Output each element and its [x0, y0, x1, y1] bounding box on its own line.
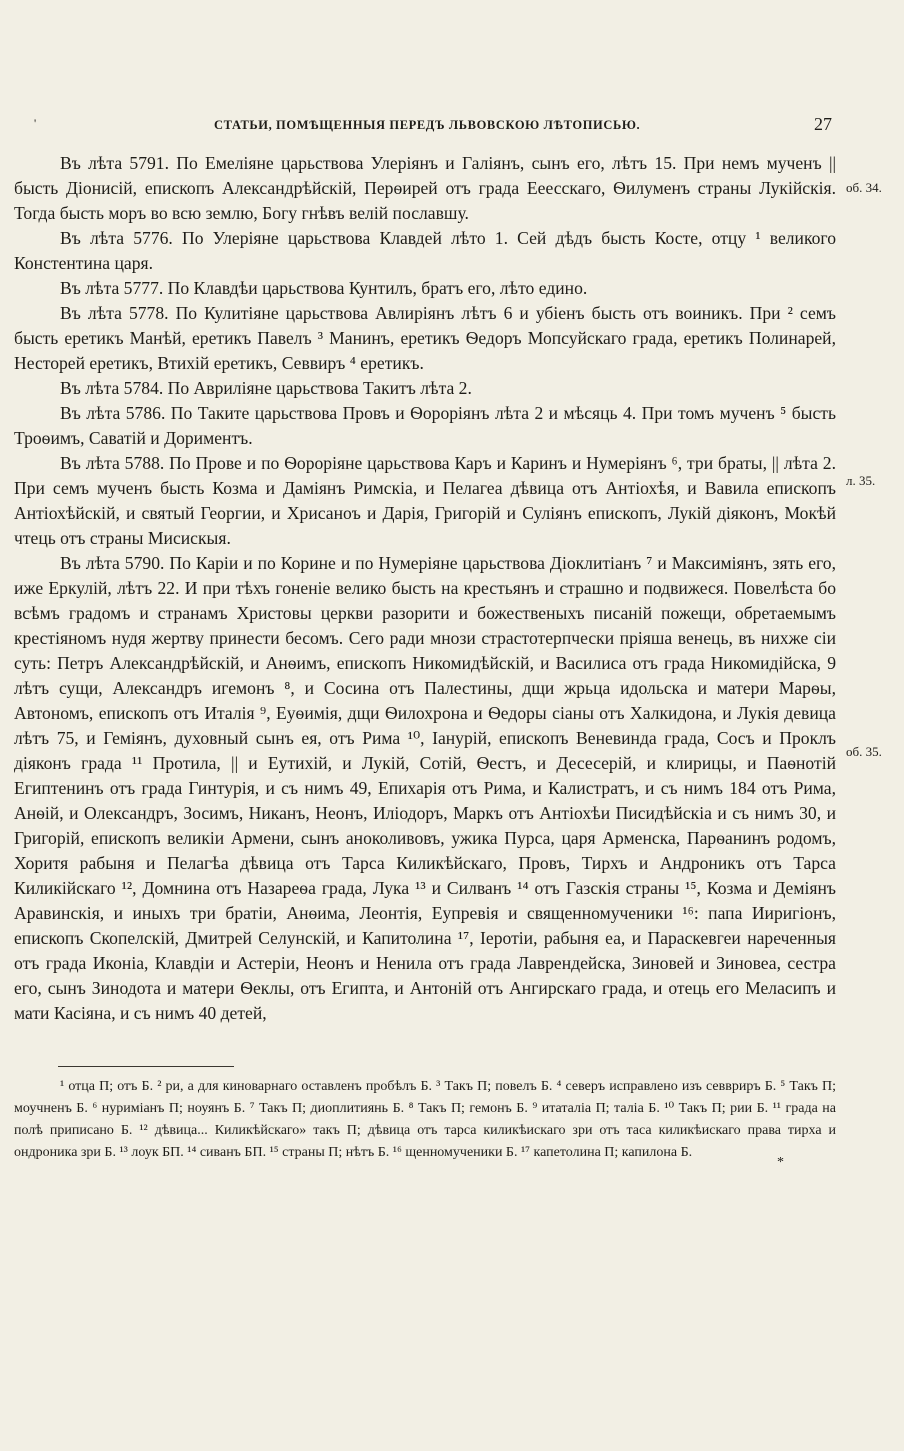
paragraph: Въ лѣта 5791. По Емеліяне царьствова Улеріянъ и Галіянъ, сынъ его, лѣтъ 15. При немъ мученъ || бысть Діонисій, епископъ Александрѣйскій, Перѳирей отъ града Ееесскаго, Ѳилуменъ страны Лукійскія. Тогда бысть моръ во всю землю, Богу гнѣвъ велій пославшу. — [14, 153, 836, 223]
footnotes — [14, 1076, 836, 1164]
main-text — [14, 151, 836, 1026]
page-header — [0, 114, 904, 138]
header-mark: ' — [34, 116, 37, 130]
paragraph: Въ лѣта 5784. По Авриліяне царьствова Такитъ лѣта 2. — [60, 378, 472, 398]
margin-note-folio: об. 35. — [846, 744, 882, 759]
paragraph: Въ лѣта 5788. По Прове и по Ѳороріяне царьствова Каръ и Каринъ и Нумеріянъ ⁶, три браты, || лѣта 2. При семъ мученъ бысть Козма и Даміянъ Римскіа, и Пелагеа дѣвица отъ Антіохѣя, и Вавила епископъ Антіохѣйскій, и святый Георгии, и Хрисаноъ и Дарія, Григорій и Суліянъ епископъ, Лукій діяконъ, Мокѣй чтець отъ страны Мисискыя. — [14, 453, 836, 548]
margin-note-folio: об. 34. — [846, 180, 882, 195]
asterisk-mark: * — [777, 1155, 784, 1170]
paragraph: Въ лѣта 5778. По Кулитіяне царьствова Авлиріянъ лѣтъ 6 и убіенъ бысть отъ воиникъ. При ² семъ бысть еретикъ Манѣй, еретикъ Павелъ ³ Манинъ, еретикъ Ѳедоръ Мопсуйскаго града, еретикъ Полинарей, Несторей еретикъ, Втихій еретикъ, Севвиръ ⁴ еретикъ. — [14, 303, 836, 373]
paragraph: Въ лѣта 5777. По Клавдѣи царьствова Кунтилъ, братъ его, лѣто едино. — [60, 278, 588, 298]
running-title: СТАТЬИ, ПОМѢЩЕННЫЯ ПЕРЕДЪ ЛЬВОВСКОЮ ЛѢТОПИСЬЮ. — [214, 118, 641, 132]
margin-note-folio: л. 35. — [846, 473, 876, 488]
paragraph: Въ лѣта 5790. По Каріи и по Корине и по Нумеріяне царьствова Діоклитіанъ ⁷ и Максиміянъ, зять его, иже Еркулій, лѣтъ 22. И при тѣхъ гоненіе велико бысть на крестьянъ и страшно и подвижеся. Повелѣста бо всѣмъ градомъ и странамъ Христовы церкви разорити и божественыхъ писаній пожещи, обретаемымъ крестіяномъ нудя жертву принести бесомъ. Сего ради мнози страстотерпчески пріяша венець, въ нихже сіи суть: Петръ Александрѣйскій, и Анѳимъ, епископъ Никомидѣйскій, и Василиса отъ града Никомидійска, 9 лѣтъ сущи, Александръ игемонъ ⁸, и Сосина отъ Палестины, дщи жрьца идольска и матери Марѳы, Автономъ, епископъ отъ Италія ⁹, Еуѳимія, дщи Ѳилохрона и Ѳедоры сіаны отъ Халкидона, и Лукія девица лѣтъ 75, и Геміянъ, духовный сынъ ея, отъ Рима ¹⁰, Іанурій, епископъ Веневинда града, Сосъ и Проклъ діяконъ града ¹¹ Протила, || и Еутихій, и Лукій, Сотій, Ѳестъ, и Десесерій, и клирицы, и Паѳнотій Египтенинъ отъ града Гинтурія, и съ нимъ 49, Епихарія отъ Рима, и Калистратъ, и съ нимъ 184 отъ Рима, Анѳій, и Олександръ, Зосимъ, Никанъ, Неонъ, Иліодоръ, Маркъ отъ Антіохѣи Писидѣйскіа и съ нимъ 30, и Григорій, епископъ великіи Армени, сынъ аноколивовъ, ужика Пурса, царя Арменска, Парѳанинъ родомъ, Хоритя рабыня и Пелагѣа дѣвица отъ Тарса Киликѣйскаго, Провъ, Тирхъ и Андроникъ отъ Тарса Киликійскаго ¹², Домнина отъ Назареѳа града, Лука ¹³ и Силванъ ¹⁴ отъ Газскія страны ¹⁵, Козма и Деміянъ Аравинскія, и иныхъ три братіи, Анѳима, Леонтія, Еупревія и священномученики ¹⁶: папа Ииригіонъ, епископъ Скопелскій, Дмитрей Селунскій, и Капитолина ¹⁷, Іеротіи, рабыня еа, и Параскевгеи нареченныя отъ града Иконіа, Клавдіи и Астеріи, Неонъ и Ненила отъ града Лаврендейска, Зиновей и Зиновеа, сестра его, сынъ Зинодота и матери Ѳеклы, отъ Египта, и Антоній отъ Ангирскаго града, и отець его Меласипъ и мати Касіяна, и съ нимъ 40 детей, — [14, 553, 836, 1023]
footnote-text: ¹ отца П; отъ Б. ² ри, а для киноварнаго оставленъ пробѣлъ Б. ³ Такъ П; повелъ Б. ⁴ северъ исправлено изъ севвриръ Б. ⁵ Такъ П; моучненъ Б. ⁶ нуриміанъ П; ноуянъ Б. ⁷ Такъ П; диоплитиянь Б. ⁸ Такъ П; гемонъ Б. ⁹ итаталіа П; таліа Б. ¹⁰ Такъ П; рии Б. ¹¹ града на полѣ приписано Б. ¹² дѣвица... Киликѣйскаго» такъ П; дѣвица отъ тарса киликѣискаго зри отъ таса киликѣискаго права тирха и ондроника зри Б. ¹³ лоук БП. ¹⁴ сиванъ БП. ¹⁵ страны П; нѣтъ Б. ¹⁶ щенномученики Б. ¹⁷ капетолина П; капилона Б. — [14, 1079, 836, 1160]
footnote-divider — [58, 1066, 234, 1067]
page-number: 27 — [814, 114, 832, 134]
paragraph: Въ лѣта 5776. По Улеріяне царьствова Клавдей лѣто 1. Сей дѣдъ бысть Косте, отцу ¹ великого Констентина царя. — [14, 228, 836, 273]
paragraph: Въ лѣта 5786. По Таките царьствова Провъ и Ѳороріянъ лѣта 2 и мѣсяць 4. При томъ мученъ ⁵ бысть Троѳимъ, Саватій и Доримeнтъ. — [14, 403, 836, 448]
